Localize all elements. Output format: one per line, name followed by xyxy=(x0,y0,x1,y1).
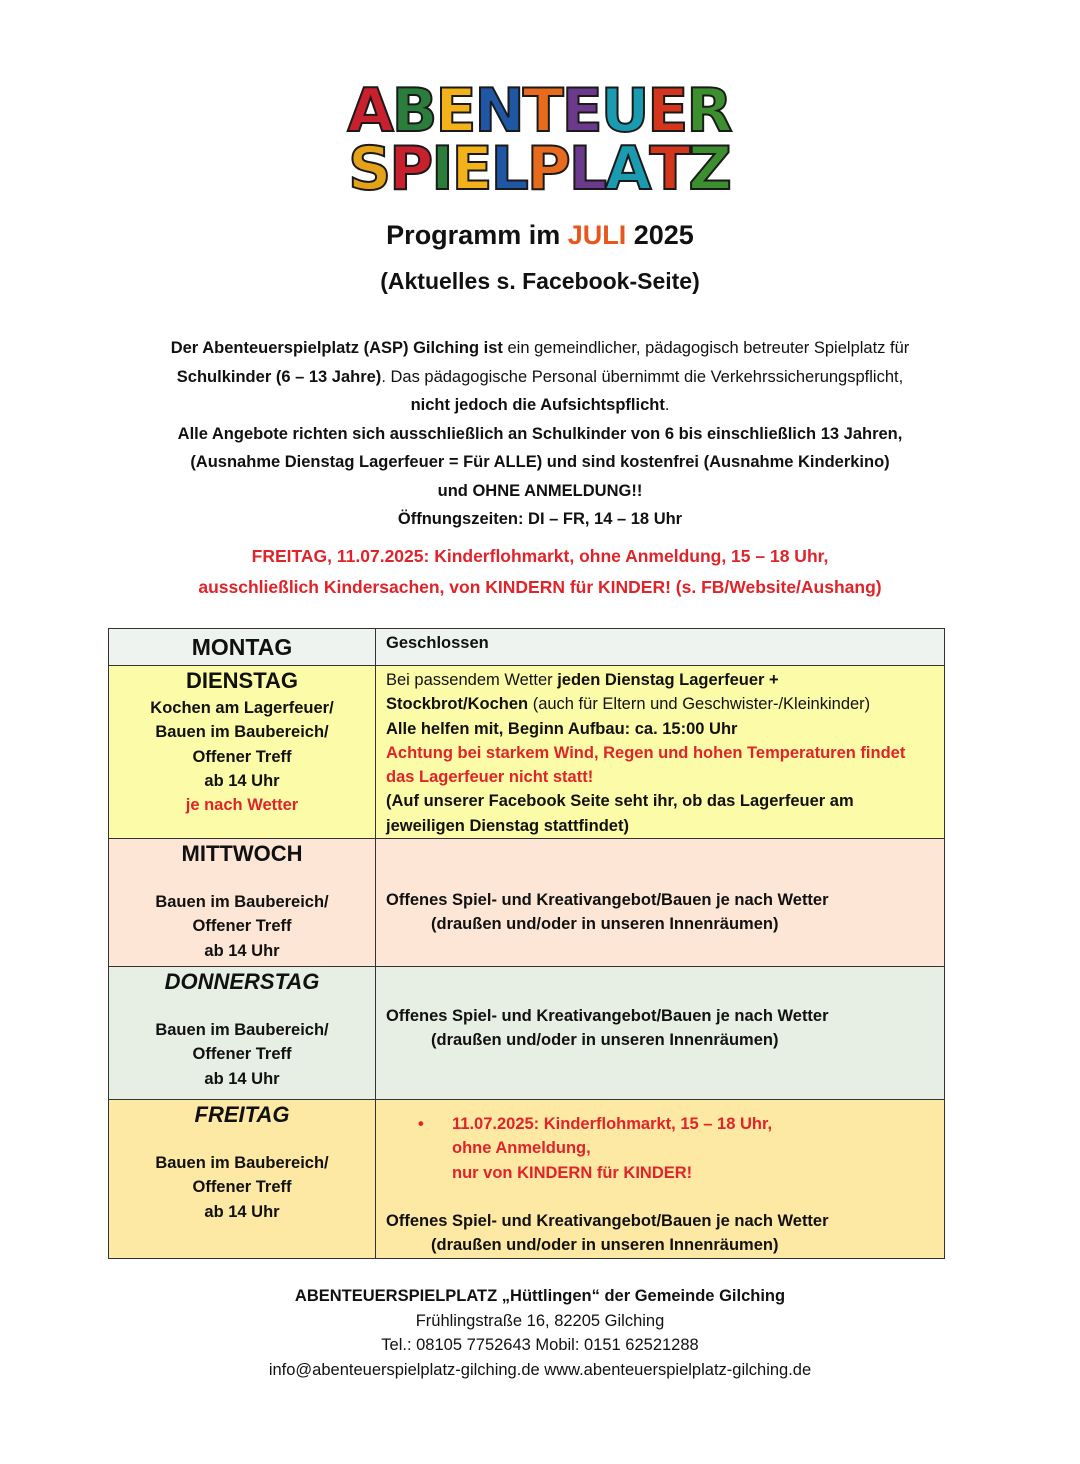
desc-bold: jeden Dienstag Lagerfeuer + xyxy=(557,671,779,689)
day-line: Bauen im Baubereich/ xyxy=(155,723,329,742)
desc-line: Offenes Spiel- und Kreativangebot/Bauen je nach Wetter xyxy=(386,1007,829,1026)
desc-warning: das Lagerfeuer nicht statt! xyxy=(386,768,594,787)
notice-line-2: ausschließlich Kindersachen, von KINDERN für KINDER! (s. FB/Website/Aushang) xyxy=(198,577,882,597)
spacer xyxy=(386,1185,935,1209)
day-line: Kochen am Lagerfeuer/ xyxy=(150,699,334,717)
desc-line: Alle helfen mit, Beginn Aufbau: ca. 15:00 Uhr xyxy=(386,719,738,738)
intro-normal: . Das pädagogische Personal übernimmt die Verkehrssicherungspflicht, xyxy=(381,367,904,386)
spacer xyxy=(109,1130,375,1151)
desc-cell-freitag xyxy=(376,1100,945,1258)
intro-bold: Der Abenteuerspielplatz (ASP) Gilching ist xyxy=(170,339,503,357)
desc-line xyxy=(386,692,935,716)
intro-normal: . xyxy=(664,396,670,414)
desc-bold: Stockbrot/Kochen xyxy=(386,695,529,714)
desc-line: Geschlossen xyxy=(386,634,489,652)
day-name-dienstag: DIENSTAG xyxy=(185,668,299,693)
day-line: Offener Treff xyxy=(192,1178,292,1197)
logo-letter: U xyxy=(600,76,650,146)
desc-line: (draußen und/oder in unseren Innenräumen) xyxy=(431,1236,779,1255)
logo-letter: P xyxy=(389,134,434,204)
day-name-freitag: FREITAG xyxy=(194,1102,290,1128)
logo-letter: L xyxy=(490,134,529,204)
spacer xyxy=(386,1102,935,1112)
logo-letter: E xyxy=(647,76,689,146)
footer-address: Frühlingstraße 16, 82205 Gilching xyxy=(415,1311,665,1330)
desc-cell-dienstag xyxy=(376,666,945,839)
logo-line-2 xyxy=(340,134,740,204)
day-line: Bauen im Baubereich/ xyxy=(155,1021,329,1040)
intro-normal: ein gemeindlicher, pädagogisch betreuter Spielplatz für xyxy=(502,339,910,357)
logo-letter: T xyxy=(522,76,564,146)
spacer xyxy=(109,997,375,1018)
desc-line: (draußen und/oder in unseren Innenräumen) xyxy=(431,1031,779,1050)
desc-cell-donnerstag xyxy=(376,967,945,1100)
weekly-schedule-table xyxy=(108,628,945,1259)
day-cell-mittwoch xyxy=(109,839,376,967)
day-line: Bauen im Baubereich/ xyxy=(155,893,329,912)
logo-letter: E xyxy=(435,76,477,146)
intro-bold: und OHNE ANMELDUNG!! xyxy=(437,481,643,500)
page-subtitle: (Aktuelles s. Facebook-Seite) xyxy=(380,268,700,294)
desc-line: (Auf unserer Facebook Seite seht ihr, ob das Lagerfeuer am xyxy=(386,792,854,811)
logo-letter: E xyxy=(561,76,603,146)
footer-phone: Tel.: 08105 7752643 Mobil: 0151 62521288 xyxy=(381,1336,699,1354)
schedule-row-donnerstag xyxy=(109,967,945,1100)
intro-line xyxy=(100,477,980,506)
logo-letter: A xyxy=(347,76,394,146)
desc-line xyxy=(386,668,935,692)
contact-footer xyxy=(0,1284,1080,1382)
desc-warning: Achtung bei starkem Wind, Regen und hohen Temperaturen findet xyxy=(386,743,906,762)
desc-line: Offenes Spiel- und Kreativangebot/Bauen je nach Wetter xyxy=(386,891,829,910)
page-title xyxy=(0,220,1080,251)
logo-letter: R xyxy=(686,76,733,146)
day-name-donnerstag: DONNERSTAG xyxy=(164,969,320,995)
bullet-line: ohne Anmeldung, xyxy=(452,1139,591,1158)
day-line-weather: je nach Wetter xyxy=(185,796,299,815)
logo-letter: S xyxy=(348,134,392,204)
footer-web[interactable]: info@abenteuerspielplatz-gilching.de www.abenteuerspielplatz-gilching.de xyxy=(268,1360,812,1379)
desc-normal: Bei passendem Wetter xyxy=(386,671,558,689)
schedule-row-freitag xyxy=(109,1100,945,1258)
bullet-line: nur von KINDERN für KINDER! xyxy=(452,1163,693,1182)
day-line: ab 14 Uhr xyxy=(204,1202,280,1221)
intro-bold: nicht jedoch die Aufsichtspflicht xyxy=(410,396,665,414)
day-cell-dienstag xyxy=(109,666,376,839)
flea-market-bullet xyxy=(386,1112,935,1185)
flea-market-notice xyxy=(100,541,980,603)
day-line: ab 14 Uhr xyxy=(204,941,280,960)
intro-line xyxy=(100,363,980,392)
logo-line-1 xyxy=(340,76,740,146)
day-line: Offener Treff xyxy=(192,1045,292,1064)
schedule-row-mittwoch xyxy=(109,839,945,967)
day-line: Offener Treff xyxy=(192,917,292,936)
schedule-row-montag xyxy=(109,629,945,666)
intro-bold: Schulkinder (6 – 13 Jahre) xyxy=(176,367,382,386)
logo-letter: T xyxy=(649,134,691,204)
logo-letter: A xyxy=(605,134,652,204)
intro-text xyxy=(100,334,980,534)
desc-line: Offenes Spiel- und Kreativangebot/Bauen je nach Wetter xyxy=(386,1211,829,1230)
intro-line xyxy=(100,334,980,363)
day-cell-freitag xyxy=(109,1100,376,1258)
desc-line: jeweiligen Dienstag stattfindet) xyxy=(386,816,629,835)
desc-cell-montag xyxy=(376,629,945,666)
logo-letter: P xyxy=(526,134,571,204)
bullet-text xyxy=(452,1112,772,1185)
logo-letter: E xyxy=(451,134,493,204)
intro-line xyxy=(100,391,980,420)
notice-line-1: FREITAG, 11.07.2025: Kinderflohmarkt, ohne Anmeldung, 15 – 18 Uhr, xyxy=(251,546,829,566)
logo-letter: L xyxy=(568,134,608,204)
spacer xyxy=(386,969,935,1004)
intro-bold: Öffnungszeiten: DI – FR, 14 – 18 Uhr xyxy=(397,510,683,528)
intro-bold: (Ausnahme Dienstag Lagerfeuer = Für ALLE) und sind kostenfrei (Ausnahme Kinderkino) xyxy=(190,453,890,471)
desc-cell-mittwoch xyxy=(376,839,945,967)
bullet-line: 11.07.2025: Kinderflohmarkt, 15 – 18 Uhr, xyxy=(452,1115,773,1134)
title-month: JULI xyxy=(567,220,627,250)
title-prefix: Programm im xyxy=(386,220,568,250)
day-line: ab 14 Uhr xyxy=(204,1069,280,1088)
spacer xyxy=(109,869,375,890)
logo-letter: N xyxy=(474,76,525,146)
day-line: Bauen im Baubereich/ xyxy=(155,1154,329,1173)
intro-bold: Alle Angebote richten sich ausschließlich an Schulkinder von 6 bis einschließlich 13 Jahren, xyxy=(177,424,903,443)
day-line: Offener Treff xyxy=(192,747,292,766)
footer-name: ABENTEUERSPIELPLATZ „Hüttlingen“ der Gemeinde Gilching xyxy=(294,1287,786,1305)
schedule-row-dienstag xyxy=(109,666,945,839)
title-suffix: 2025 xyxy=(626,220,694,250)
day-line: ab 14 Uhr xyxy=(204,771,280,790)
logo-letter: Z xyxy=(688,134,732,204)
desc-normal: (auch für Eltern und Geschwister-/Kleinkinder) xyxy=(528,695,871,714)
abenteuerspielplatz-logo xyxy=(340,76,740,212)
intro-line xyxy=(100,448,980,477)
opening-hours xyxy=(100,505,980,534)
day-name-mittwoch: MITTWOCH xyxy=(181,841,303,867)
logo-letter: B xyxy=(391,76,438,146)
desc-line: (draußen und/oder in unseren Innenräumen) xyxy=(431,915,779,934)
day-cell-montag xyxy=(109,629,376,666)
bullet-icon: • xyxy=(418,1115,424,1134)
day-cell-donnerstag xyxy=(109,967,376,1100)
intro-line xyxy=(100,420,980,449)
day-name-montag: MONTAG xyxy=(191,634,293,660)
spacer xyxy=(386,841,935,888)
logo-letter: I xyxy=(431,134,454,204)
